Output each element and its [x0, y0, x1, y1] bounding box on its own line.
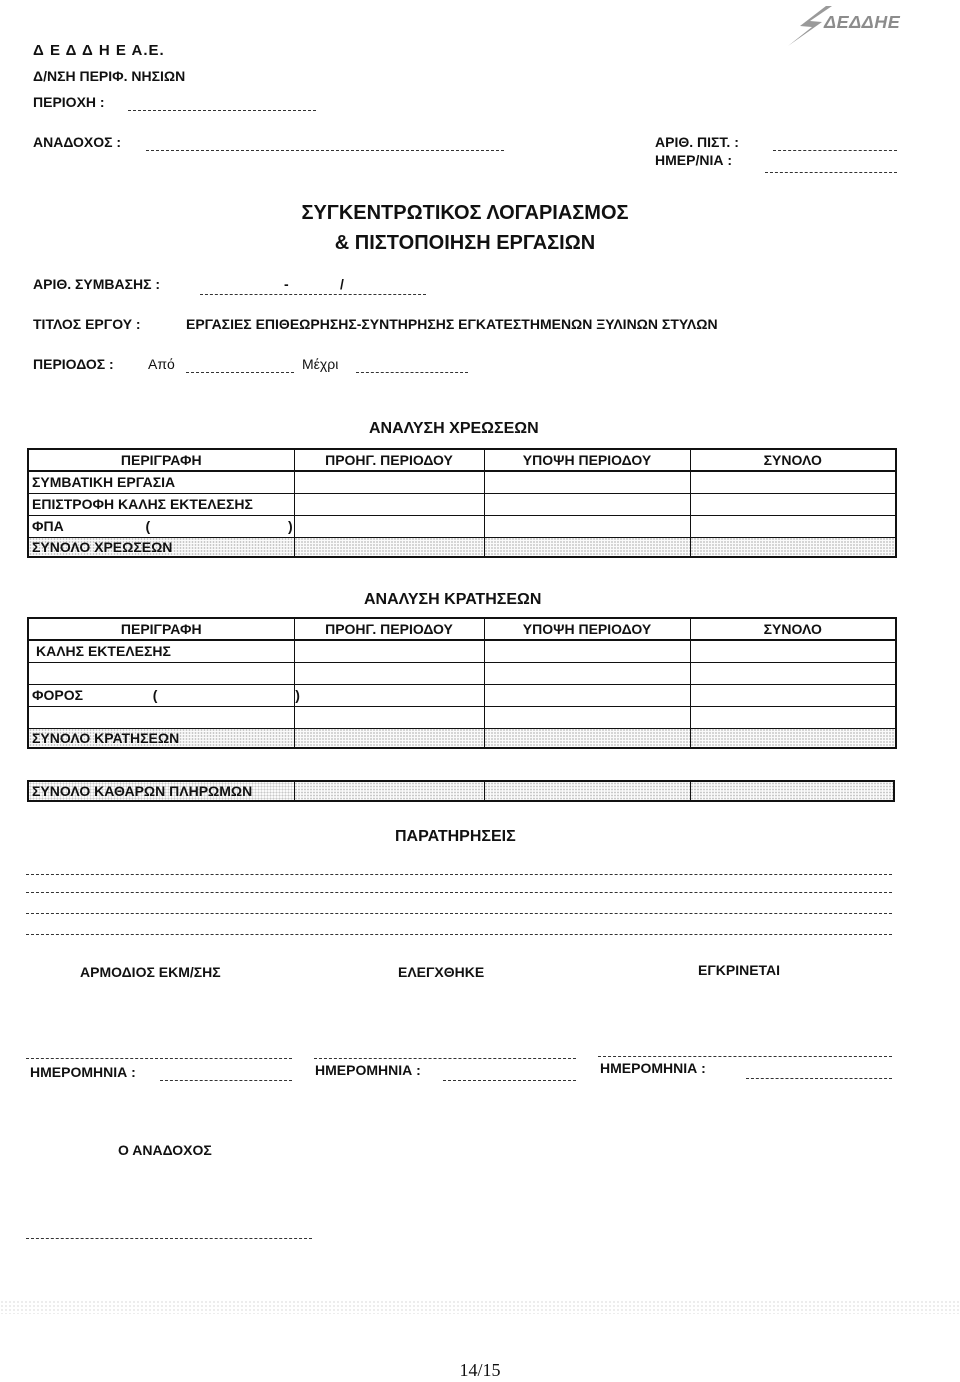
cell-input[interactable]	[294, 471, 484, 493]
vat-label: ΦΠΑ	[32, 518, 64, 534]
cell-input[interactable]	[690, 706, 896, 728]
document-title: ΣΥΓΚΕΝΤΡΩΤΙΚΟΣ ΛΟΓΑΡΙΑΣΜΟΣ	[301, 202, 629, 224]
contractor-sign-label: Ο ΑΝΑΔΟΧΟΣ	[118, 1142, 212, 1158]
cell-shaded	[484, 537, 690, 557]
cell-input[interactable]	[294, 493, 484, 515]
charges-table	[27, 448, 897, 558]
period-from-field[interactable]	[186, 372, 294, 373]
tax-open-paren: (	[152, 687, 158, 703]
period-label: ΠΕΡΙΟΔΟΣ :	[33, 356, 114, 372]
deductions-total-row	[28, 728, 896, 748]
period-from-label: Από	[148, 356, 175, 372]
vat-open-paren: (	[145, 518, 151, 534]
date-label-responsible: ΗΜΕΡΟΜΗΝΙΑ :	[30, 1064, 136, 1080]
net-payments-table	[27, 780, 895, 802]
date-field[interactable]	[765, 172, 897, 173]
date-field-responsible[interactable]	[160, 1080, 292, 1081]
region-label: ΠΕΡΙΟΧΗ :	[33, 94, 105, 110]
cell-input[interactable]	[294, 662, 484, 684]
cert-no-field[interactable]	[773, 150, 897, 151]
contractor-sign-line[interactable]	[26, 1238, 312, 1239]
page-number: 14/15	[459, 1360, 501, 1380]
project-title-label: ΤΙΤΛΟΣ ΕΡΓΟΥ :	[33, 316, 141, 332]
cell-input[interactable]	[294, 684, 484, 706]
deductions-header-description: ΠΕΡΙΓΡΑΦΗ	[28, 618, 294, 640]
cell-input[interactable]	[690, 684, 896, 706]
cell-shaded	[294, 537, 484, 557]
deductions-title: ΑΝΑΛΥΣΗ ΚΡΑΤΗΣΕΩΝ	[364, 591, 542, 608]
signature-line-approved[interactable]	[598, 1056, 892, 1057]
table-row	[28, 706, 896, 728]
deductions-table	[27, 617, 897, 749]
charges-header-total: ΣΥΝΟΛΟ	[690, 449, 896, 471]
remarks-line-1[interactable]	[26, 874, 892, 875]
tax-close-paren: )	[295, 687, 300, 703]
contractor-field[interactable]	[146, 150, 504, 151]
cell-input[interactable]	[484, 706, 690, 728]
deductions-header-current: ΥΠΟΨΗ ΠΕΡΙΟΔΟΥ	[484, 618, 690, 640]
charges-total-row	[28, 537, 896, 557]
signature-line-responsible[interactable]	[26, 1058, 292, 1059]
date-field-approved[interactable]	[746, 1078, 892, 1079]
net-payments-row	[28, 781, 894, 801]
region-field[interactable]	[128, 110, 316, 111]
deductions-header-total: ΣΥΝΟΛΟ	[690, 618, 896, 640]
contractor-label: ΑΝΑΔΟΧΟΣ :	[33, 134, 122, 150]
cell-input[interactable]	[690, 493, 896, 515]
contract-no-field[interactable]	[200, 294, 426, 295]
cell-shaded	[690, 537, 896, 557]
table-row	[28, 684, 896, 706]
contract-no-dash: -	[284, 276, 289, 292]
vat-close-paren: )	[287, 518, 293, 534]
cell-input[interactable]	[484, 493, 690, 515]
date-label-checked: ΗΜΕΡΟΜΗΝΙΑ :	[315, 1062, 421, 1078]
vat-row-label	[28, 515, 294, 537]
cell-shaded	[690, 781, 894, 801]
division-name: Δ/ΝΣΗ ΠΕΡΙΦ. ΝΗΣΙΩΝ	[33, 68, 186, 84]
project-title-value: ΕΡΓΑΣΙΕΣ ΕΠΙΘΕΩΡΗΣΗΣ-ΣΥΝΤΗΡΗΣΗΣ ΕΓΚΑΤΕΣΤΗΜΕΝΩΝ ΞΥΛΙΝΩΝ ΣΤΥΛΩΝ	[186, 316, 718, 332]
approved-label: ΕΓΚΡΙΝΕΤΑΙ	[698, 962, 781, 978]
contract-no-slash: /	[340, 276, 344, 292]
cell-input[interactable]	[690, 471, 896, 493]
date-label-approved: ΗΜΕΡΟΜΗΝΙΑ :	[600, 1060, 706, 1076]
charges-header-current: ΥΠΟΨΗ ΠΕΡΙΟΔΟΥ	[484, 449, 690, 471]
remarks-line-4[interactable]	[26, 934, 892, 935]
cell-input[interactable]	[690, 640, 896, 662]
remarks-line-2[interactable]	[26, 892, 892, 893]
cell-input[interactable]	[690, 662, 896, 684]
remarks-line-3[interactable]	[26, 913, 892, 914]
row-label: ΣΥΜΒΑΤΙΚΗ ΕΡΓΑΣΙΑ	[28, 471, 294, 493]
charges-header-previous: ΠΡΟΗΓ. ΠΕΡΙΟΔΟΥ	[294, 449, 484, 471]
charges-total-label: ΣΥΝΟΛΟ ΧΡΕΩΣΕΩΝ	[28, 537, 294, 557]
net-payments-label: ΣΥΝΟΛΟ ΚΑΘΑΡΩΝ ΠΛΗΡΩΜΩΝ	[28, 781, 294, 801]
cell-shaded	[484, 728, 690, 748]
cell-input[interactable]	[294, 515, 484, 537]
remarks-title: ΠΑΡΑΤΗΡΗΣΕΙΣ	[395, 828, 516, 845]
table-row	[28, 662, 896, 684]
contract-no-label: ΑΡΙΘ. ΣΥΜΒΑΣΗΣ :	[33, 276, 161, 292]
cell-input[interactable]	[294, 640, 484, 662]
responsible-label: ΑΡΜΟΔΙΟΣ ΕΚΜ/ΣΗΣ	[80, 964, 221, 980]
deductions-total-label: ΣΥΝΟΛΟ ΚΡΑΤΗΣΕΩΝ	[28, 728, 294, 748]
period-to-label: Μέχρι	[302, 356, 339, 372]
table-row	[28, 493, 896, 515]
table-row	[28, 640, 896, 662]
cell-input[interactable]	[484, 684, 690, 706]
checked-label: ΕΛΕΓΧΘΗΚΕ	[398, 964, 485, 980]
cell-shaded	[484, 781, 690, 801]
date-label: ΗΜΕΡ/ΝΙΑ :	[655, 152, 732, 168]
charges-header-description: ΠΕΡΙΓΡΑΦΗ	[28, 449, 294, 471]
cert-no-label: ΑΡΙΘ. ΠΙΣΤ. :	[655, 134, 739, 150]
cell-shaded	[690, 728, 896, 748]
period-to-field[interactable]	[356, 372, 468, 373]
deductions-header-previous: ΠΡΟΗΓ. ΠΕΡΙΟΔΟΥ	[294, 618, 484, 640]
cell-shaded	[294, 781, 484, 801]
cell-shaded	[294, 728, 484, 748]
table-row	[28, 471, 896, 493]
cell-input[interactable]	[690, 515, 896, 537]
cell-input[interactable]	[484, 471, 690, 493]
document-subtitle: & ΠΙΣΤΟΠΟΙΗΣΗ ΕΡΓΑΣΙΩΝ	[334, 232, 596, 254]
tax-label: ΦΟΡΟΣ	[32, 687, 84, 703]
charges-title: ΑΝΑΛΥΣΗ ΧΡΕΩΣΕΩΝ	[369, 420, 539, 437]
cell-input[interactable]	[294, 706, 484, 728]
logo-text: ΔΕΔΔΗΕ	[824, 12, 901, 32]
company-name: Δ Ε Δ Δ Η Ε Α.Ε.	[33, 42, 165, 59]
cell-input[interactable]	[484, 515, 690, 537]
date-field-checked[interactable]	[443, 1080, 576, 1081]
table-row	[28, 515, 896, 537]
scan-artifact	[0, 1300, 960, 1314]
good-exec-label: ΚΑΛΗΣ ΕΚΤΕΛΕΣΗΣ	[36, 643, 171, 660]
cell-input[interactable]	[484, 662, 690, 684]
cell-input[interactable]	[484, 640, 690, 662]
signature-line-checked[interactable]	[314, 1058, 576, 1059]
tax-row-label	[28, 684, 300, 706]
row-label-empty	[28, 662, 294, 684]
row-label: ΕΠΙΣΤΡΟΦΗ ΚΑΛΗΣ ΕΚΤΕΛΕΣΗΣ	[28, 493, 294, 515]
row-label-empty	[28, 706, 294, 728]
charges-header-row	[28, 449, 896, 471]
deductions-header-row	[28, 618, 896, 640]
row-label	[28, 640, 294, 662]
